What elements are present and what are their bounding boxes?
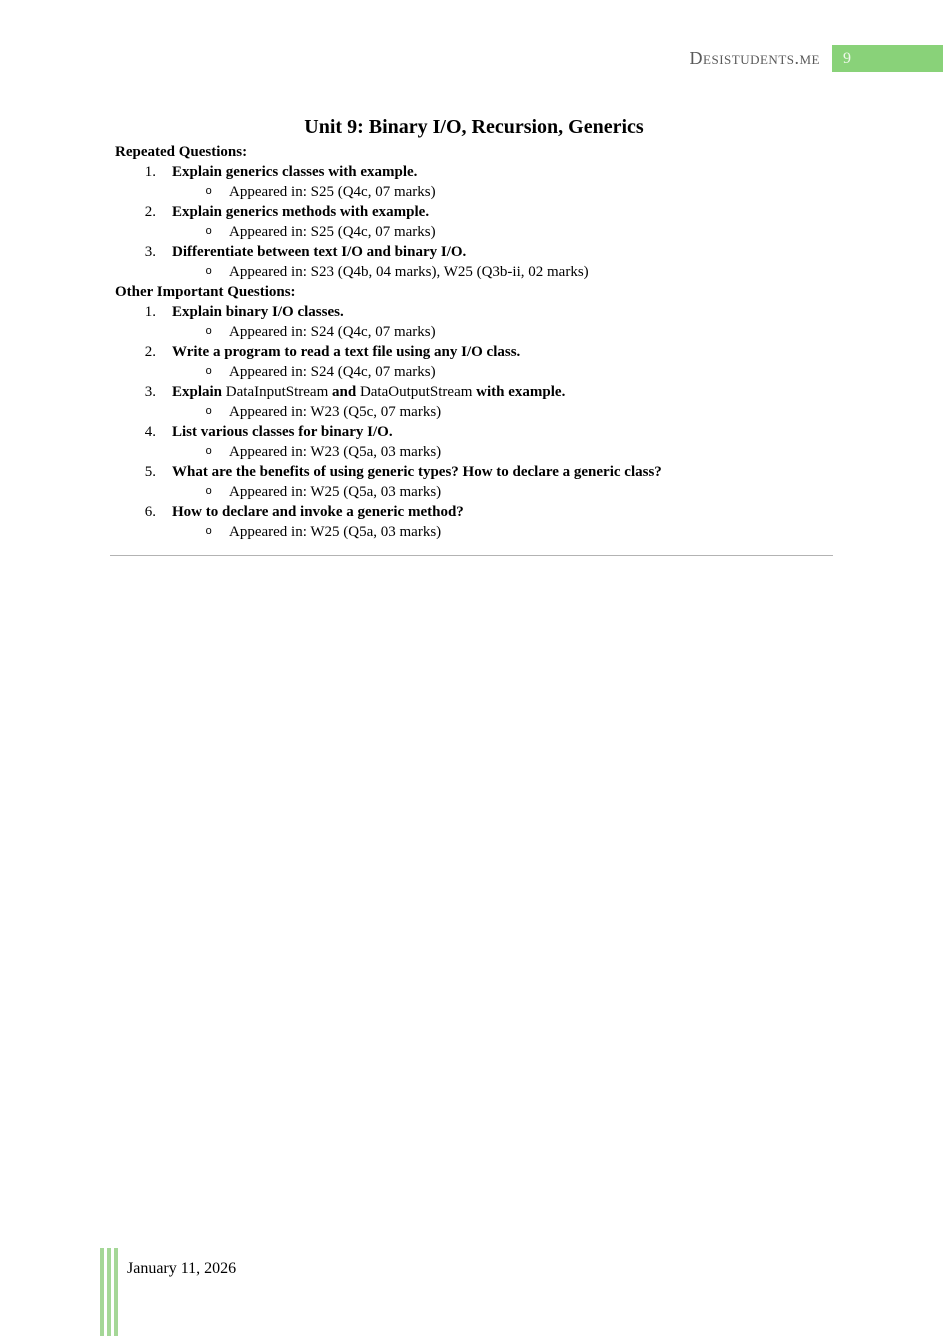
item-number: 4.	[144, 424, 156, 440]
question-segment: and	[328, 384, 360, 400]
item-bullet: o	[205, 526, 212, 538]
question-row	[115, 162, 833, 182]
question-segment: How to declare and invoke a generic method?	[172, 504, 464, 520]
item-bullet: o	[205, 226, 212, 238]
appeared-row	[115, 322, 833, 342]
question-row	[115, 502, 833, 522]
section-divider	[110, 555, 833, 556]
appeared-row	[115, 442, 833, 462]
question-row	[115, 302, 833, 322]
item-bullet: o	[205, 266, 212, 278]
item-number: 3.	[144, 384, 156, 400]
item-appeared: Appeared in: S25 (Q4c, 07 marks)	[229, 184, 436, 200]
section-items	[115, 162, 833, 282]
question-segment: DataInputStream	[225, 384, 329, 400]
item-appeared: Appeared in: S24 (Q4c, 07 marks)	[229, 324, 436, 340]
question-row	[115, 242, 833, 262]
item-bullet: o	[205, 366, 212, 378]
item-appeared: Appeared in: W23 (Q5c, 07 marks)	[229, 404, 442, 420]
site-name: Desistudents.me	[689, 48, 820, 68]
section-heading: Repeated Questions:	[115, 144, 248, 160]
question-segment: What are the benefits of using generic types? How to declare a generic class?	[172, 464, 662, 480]
item-appeared: Appeared in: W25 (Q5a, 03 marks)	[229, 524, 442, 540]
question-section	[115, 282, 833, 542]
question-item	[115, 462, 833, 502]
item-appeared: Appeared in: W23 (Q5a, 03 marks)	[229, 444, 442, 460]
item-bullet: o	[205, 186, 212, 198]
question-segment: Explain generics classes with example.	[172, 164, 418, 180]
question-row	[115, 342, 833, 362]
question-segment: Explain binary I/O classes.	[172, 304, 344, 320]
page-title: Unit 9: Binary I/O, Recursion, Generics	[304, 116, 644, 138]
item-bullet: o	[205, 486, 212, 498]
footer-bar	[107, 1248, 111, 1336]
document-content	[115, 112, 833, 556]
question-item	[115, 302, 833, 342]
item-question	[172, 302, 344, 322]
section-items	[115, 302, 833, 542]
question-segment: Write a program to read a text file using any I/O class.	[172, 344, 521, 360]
page-number: 9	[843, 49, 851, 67]
item-question	[172, 242, 466, 262]
item-number: 6.	[144, 504, 156, 520]
footer-date: January 11, 2026	[127, 1260, 237, 1277]
question-item	[115, 422, 833, 462]
item-appeared: Appeared in: W25 (Q5a, 03 marks)	[229, 484, 442, 500]
item-question	[172, 422, 393, 442]
question-segment: Differentiate between text I/O and binary I/O.	[172, 244, 467, 260]
section-heading: Other Important Questions:	[115, 284, 296, 300]
question-item	[115, 342, 833, 382]
appeared-row	[115, 262, 833, 282]
item-appeared: Appeared in: S25 (Q4c, 07 marks)	[229, 224, 436, 240]
item-question	[172, 502, 464, 522]
question-row	[115, 462, 833, 482]
item-number: 2.	[144, 344, 156, 360]
appeared-row	[115, 482, 833, 502]
item-number: 2.	[144, 204, 156, 220]
item-appeared: Appeared in: S24 (Q4c, 07 marks)	[229, 364, 436, 380]
page-header	[0, 44, 947, 72]
question-row	[115, 202, 833, 222]
question-item	[115, 382, 833, 422]
footer-accent-bars	[100, 1248, 118, 1336]
question-item	[115, 502, 833, 542]
appeared-row	[115, 182, 833, 202]
question-section	[115, 142, 833, 282]
appeared-row	[115, 362, 833, 382]
item-bullet: o	[205, 326, 212, 338]
item-question	[172, 382, 565, 402]
item-question	[172, 162, 417, 182]
appeared-row	[115, 522, 833, 542]
item-appeared: Appeared in: S23 (Q4b, 04 marks), W25 (Q3b-ii, 02 marks)	[229, 264, 589, 280]
question-segment: Explain generics methods with example.	[172, 204, 430, 220]
item-question	[172, 342, 520, 362]
sections	[115, 142, 833, 542]
item-number: 1.	[144, 164, 156, 180]
item-number: 1.	[144, 304, 156, 320]
item-question	[172, 462, 662, 482]
appeared-row	[115, 222, 833, 242]
appeared-row	[115, 402, 833, 422]
item-bullet: o	[205, 446, 212, 458]
item-bullet: o	[205, 406, 212, 418]
question-segment: List various classes for binary I/O.	[172, 424, 393, 440]
item-question	[172, 202, 429, 222]
question-segment: with example.	[472, 384, 566, 400]
item-number: 3.	[144, 244, 156, 260]
question-item	[115, 242, 833, 282]
footer-bar	[114, 1248, 118, 1336]
page-number-badge	[832, 45, 943, 72]
question-item	[115, 162, 833, 202]
question-segment: Explain	[172, 384, 226, 400]
footer-bar	[100, 1248, 104, 1336]
question-item	[115, 202, 833, 242]
question-row	[115, 422, 833, 442]
item-number: 5.	[144, 464, 156, 480]
question-segment: DataOutputStream	[359, 384, 473, 400]
question-row	[115, 382, 833, 402]
